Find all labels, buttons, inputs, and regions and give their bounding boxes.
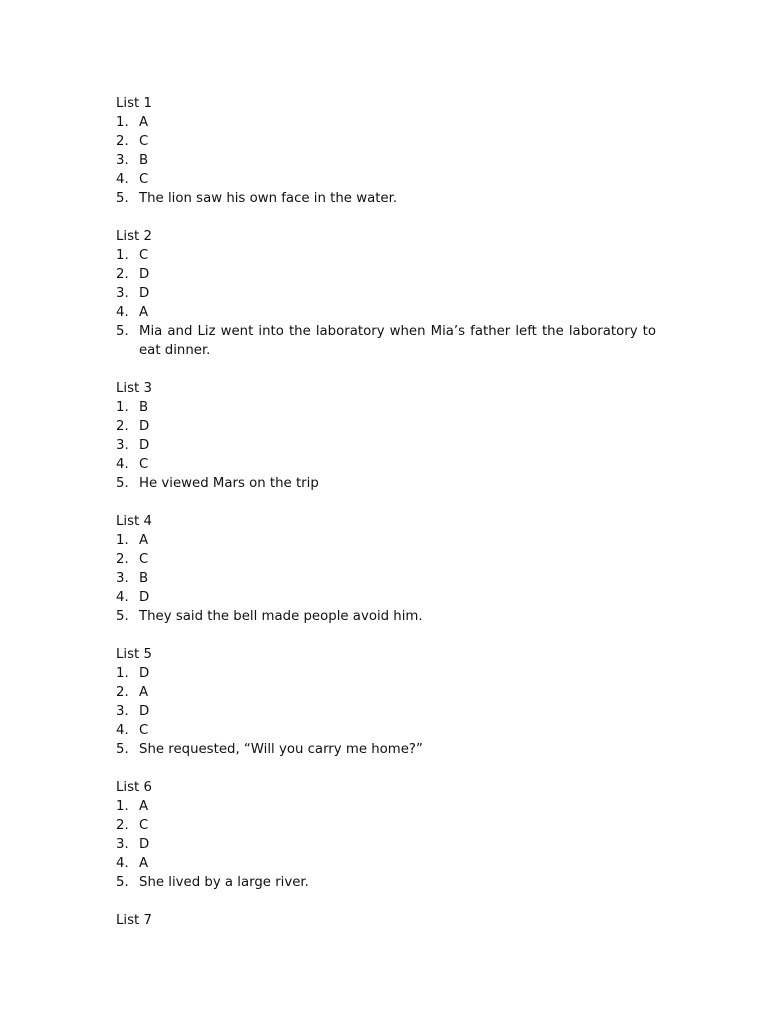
list-heading: List 7 — [116, 913, 152, 928]
answer-number: 5. — [116, 609, 129, 624]
answer-text: C — [139, 723, 149, 738]
answer-item — [116, 550, 656, 569]
answer-text: He viewed Mars on the trip — [139, 476, 319, 491]
answer-number: 3. — [116, 286, 129, 301]
answer-item — [116, 170, 656, 189]
answer-item — [116, 702, 656, 721]
answer-text: A — [139, 115, 149, 130]
answer-item — [116, 873, 656, 892]
answer-text: C — [139, 172, 149, 187]
answer-text: A — [139, 856, 149, 871]
answer-number: 1. — [116, 666, 129, 681]
answer-number: 4. — [116, 305, 129, 320]
answer-text: C — [139, 818, 149, 833]
answer-item — [116, 265, 656, 284]
answer-number: 3. — [116, 153, 129, 168]
answer-number: 1. — [116, 400, 129, 415]
answer-number: 2. — [116, 552, 129, 567]
answer-text: A — [139, 799, 149, 814]
answer-item — [116, 417, 656, 436]
answer-text: D — [139, 438, 150, 453]
list-heading: List 4 — [116, 514, 152, 529]
answer-number: 4. — [116, 723, 129, 738]
answer-item — [116, 607, 656, 626]
answer-item — [116, 683, 656, 702]
answer-text: D — [139, 267, 150, 282]
answer-text: D — [139, 419, 150, 434]
answer-list — [116, 379, 656, 493]
answer-item — [116, 740, 656, 759]
answer-list — [116, 94, 656, 208]
answer-text: C — [139, 552, 149, 567]
answer-number: 5. — [116, 324, 129, 339]
answer-item — [116, 474, 656, 493]
answer-item — [116, 797, 656, 816]
answer-number: 5. — [116, 875, 129, 890]
answer-text: D — [139, 837, 150, 852]
answer-number: 5. — [116, 742, 129, 757]
answer-number: 3. — [116, 438, 129, 453]
answer-number: 2. — [116, 134, 129, 149]
answer-text: D — [139, 666, 150, 681]
answer-text: Mia and Liz went into the laboratory when Mia’s father left the laboratory to eat dinner. — [139, 324, 656, 358]
answer-item — [116, 303, 656, 322]
answer-item — [116, 455, 656, 474]
answer-text: D — [139, 590, 150, 605]
answer-number: 2. — [116, 685, 129, 700]
answer-text: A — [139, 685, 149, 700]
answer-item — [116, 398, 656, 417]
answer-key-page — [116, 94, 656, 949]
list-heading: List 2 — [116, 229, 152, 244]
answer-item — [116, 664, 656, 683]
answer-item — [116, 721, 656, 740]
answer-text: C — [139, 457, 149, 472]
answer-item — [116, 246, 656, 265]
list-heading: List 6 — [116, 780, 152, 795]
answer-text: B — [139, 400, 149, 415]
answer-item — [116, 132, 656, 151]
answer-number: 3. — [116, 704, 129, 719]
answer-number: 1. — [116, 115, 129, 130]
answer-text: A — [139, 533, 149, 548]
answer-item — [116, 854, 656, 873]
answer-list — [116, 778, 656, 892]
answer-number: 4. — [116, 172, 129, 187]
answer-text: The lion saw his own face in the water. — [139, 191, 398, 206]
answer-item — [116, 588, 656, 607]
answer-text: C — [139, 134, 149, 149]
answer-text: She lived by a large river. — [139, 875, 309, 890]
answer-number: 4. — [116, 590, 129, 605]
answer-lists — [116, 94, 656, 930]
answer-item — [116, 531, 656, 550]
answer-text: A — [139, 305, 149, 320]
answer-item — [116, 569, 656, 588]
answer-item — [116, 151, 656, 170]
list-heading: List 5 — [116, 647, 152, 662]
answer-number: 2. — [116, 818, 129, 833]
answer-list — [116, 512, 656, 626]
answer-number: 5. — [116, 191, 129, 206]
answer-item — [116, 322, 656, 360]
answer-number: 2. — [116, 267, 129, 282]
answer-item — [116, 436, 656, 455]
answer-number: 1. — [116, 533, 129, 548]
answer-text: B — [139, 571, 149, 586]
list-heading: List 3 — [116, 381, 152, 396]
answer-number: 1. — [116, 248, 129, 263]
answer-number: 2. — [116, 419, 129, 434]
answer-text: D — [139, 704, 150, 719]
answer-number: 3. — [116, 571, 129, 586]
answer-item — [116, 113, 656, 132]
answer-text: C — [139, 248, 149, 263]
answer-text: D — [139, 286, 150, 301]
answer-item — [116, 816, 656, 835]
answer-list — [116, 227, 656, 360]
answer-text: They said the bell made people avoid him. — [139, 609, 423, 624]
answer-text: She requested, “Will you carry me home?” — [139, 742, 423, 757]
answer-list — [116, 645, 656, 759]
answer-list — [116, 911, 656, 930]
answer-item — [116, 284, 656, 303]
answer-number: 5. — [116, 476, 129, 491]
answer-number: 4. — [116, 457, 129, 472]
answer-number: 3. — [116, 837, 129, 852]
list-heading: List 1 — [116, 96, 152, 111]
answer-text: B — [139, 153, 149, 168]
answer-number: 1. — [116, 799, 129, 814]
answer-number: 4. — [116, 856, 129, 871]
answer-item — [116, 189, 656, 208]
answer-item — [116, 835, 656, 854]
